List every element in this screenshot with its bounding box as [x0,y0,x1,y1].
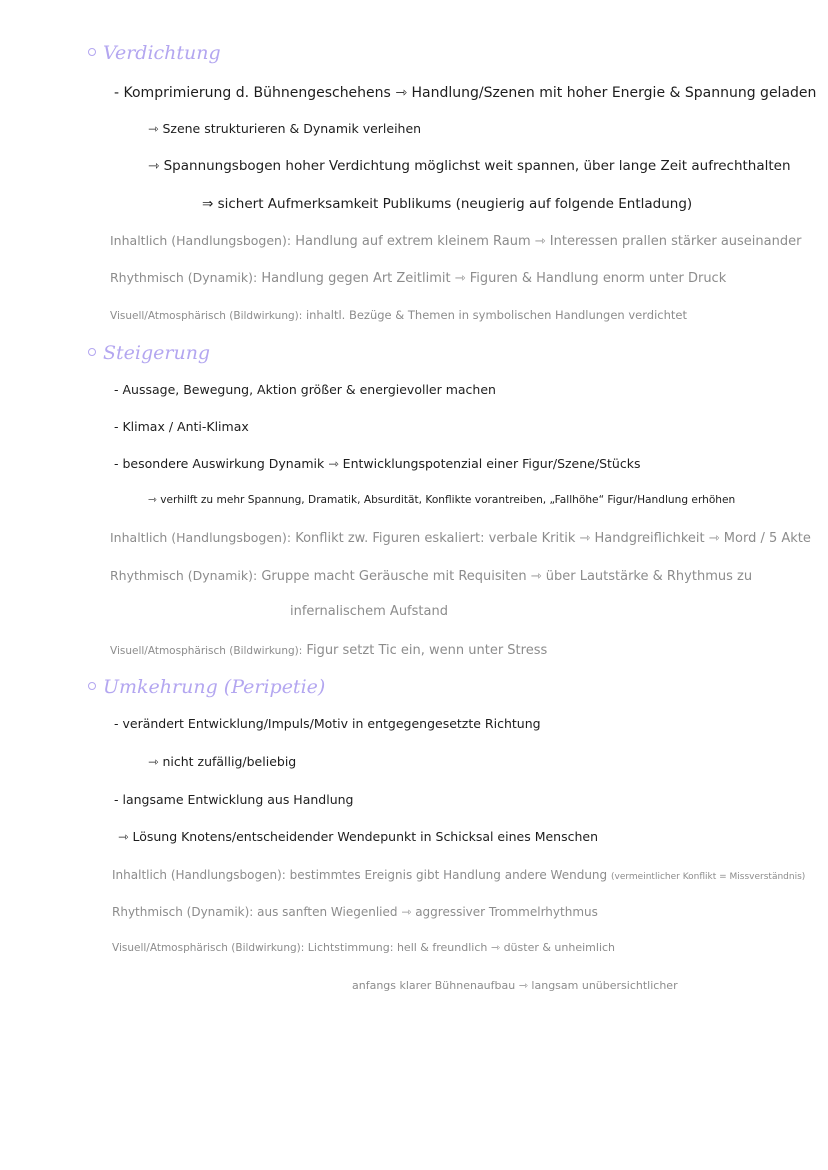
example-rhythmisch-continued: infernalischem Aufstand [290,604,448,619]
note-line: ⇾ verhilft zu mehr Spannung, Dramatik, Absurdität, Konflikte vorantreiben, „Fallhöhe“ Figur/Handlung erhöhen [148,494,736,506]
bullet-circle-icon [88,348,96,356]
section-heading-umkehrung [88,678,325,697]
example-rhythmisch [112,906,598,918]
note-line: ⇾ Szene strukturieren & Dynamik verleihen [148,121,422,136]
example-rhythmisch [110,570,752,583]
note-line: - langsame Entwicklung aus Handlung [114,792,354,807]
example-inhaltlich [112,869,805,882]
example-label: Visuell/Atmosphärisch (Bildwirkung): [110,310,303,322]
example-text: inhaltl. Bezüge & Themen in symbolischen Handlungen verdichtet [305,308,687,322]
note-line: - Aussage, Bewegung, Aktion größer & energievoller machen [114,382,496,397]
note-line: ⇾ Lösung Knotens/entscheidender Wendepunkt in Schicksal eines Menschen [118,829,599,844]
section-title: Umkehrung (Peripetie) [103,676,326,698]
example-label: Rhythmisch (Dynamik): [110,270,258,285]
note-line: - besondere Auswirkung Dynamik ⇾ Entwicklungspotenzial einer Figur/Szene/Stücks [114,456,641,471]
example-visuell-continued: anfangs klarer Bühnenaufbau ⇾ langsam unübersichtlicher [352,979,678,992]
bullet-circle-icon [88,48,96,56]
note-line: ⇾ nicht zufällig/beliebig [148,754,297,769]
section-title: Steigerung [103,342,211,364]
example-text: Konflikt zw. Figuren eskaliert: verbale Kritik ⇾ Handgreiflichkeit ⇾ Mord / 5 Akte [295,531,811,546]
example-label: Rhythmisch (Dynamik): [110,568,258,583]
example-text: aus sanften Wiegenlied ⇾ aggressiver Trommelrhythmus [257,905,598,919]
example-inhaltlich [110,532,811,545]
note-line: - Klimax / Anti-Klimax [114,419,249,434]
note-line: ⇒ sichert Aufmerksamkeit Publikums (neugierig auf folgende Entladung) [202,196,693,212]
example-text: bestimmtes Ereignis gibt Handlung andere Wendung [289,868,608,882]
example-label: Inhaltlich (Handlungsbogen): [110,233,292,248]
note-line: - Komprimierung d. Bühnengeschehens ⇾ Handlung/Szenen mit hoher Energie & Spannung geladen [114,85,817,101]
note-line: ⇾ Spannungsbogen hoher Verdichtung möglichst weit spannen, über lange Zeit aufrechthalten [148,158,791,174]
example-text: Handlung auf extrem kleinem Raum ⇾ Interessen prallen stärker auseinander [295,234,802,249]
section-title: Verdichtung [103,42,221,64]
example-text: Gruppe macht Geräusche mit Requisiten ⇾ über Lautstärke & Rhythmus zu [261,569,753,584]
example-text: Figur setzt Tic ein, wenn unter Stress [306,643,548,658]
example-text: Lichtstimmung: hell & freundlich ⇾ düster & unheimlich [307,941,616,954]
example-visuell [110,644,547,657]
example-visuell [112,942,615,954]
section-heading-steigerung [88,344,210,363]
example-label: Rhythmisch (Dynamik): [112,905,254,919]
example-rhythmisch [110,272,726,285]
example-visuell [110,310,687,322]
example-label: Inhaltlich (Handlungsbogen): [110,530,292,545]
note-line: - verändert Entwicklung/Impuls/Motiv in entgegengesetzte Richtung [114,716,541,731]
example-text: Handlung gegen Art Zeitlimit ⇾ Figuren & Handlung enorm unter Druck [261,271,727,286]
section-heading-verdichtung [88,44,221,63]
example-label: Visuell/Atmosphärisch (Bildwirkung): [110,645,303,657]
example-label: Inhaltlich (Handlungsbogen): [112,868,286,882]
example-inhaltlich [110,235,801,248]
example-note: (vermeintlicher Konflikt = Missverständnis) [610,872,806,882]
example-label: Visuell/Atmosphärisch (Bildwirkung): [112,942,305,954]
bullet-circle-icon [88,682,96,690]
